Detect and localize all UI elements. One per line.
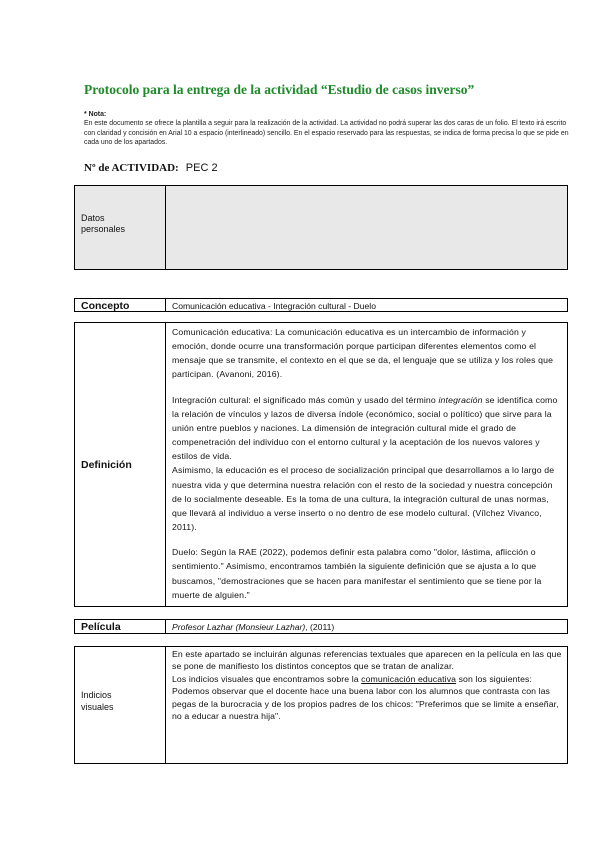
note-block bbox=[84, 110, 574, 147]
concept-label: Concepto bbox=[81, 300, 130, 312]
film-label: Película bbox=[81, 621, 121, 633]
definition-table bbox=[74, 322, 568, 607]
concept-value: Comunicación educativa - Integración cultural - Duelo bbox=[172, 301, 376, 311]
definition-text bbox=[172, 325, 564, 602]
visual-term: comunicación educativa bbox=[361, 673, 457, 684]
personal-data-label-line2: personales bbox=[81, 224, 126, 234]
visual-clues-observation: Podemos observar que el docente hace una buena labor con los alumnos que contrasta con las pegas de la burocracia y de los propios padres de los chicos: "Preferimos que se limite a enseñar, no a educar a nuestra hija". bbox=[172, 686, 559, 722]
page-title: Protocolo para la entrega de la actividad “Estudio de casos inverso” bbox=[84, 82, 475, 97]
visual-pre: Los indicios visuales que encontramos sobre la bbox=[172, 673, 362, 684]
definition-asimismo: Asimismo, la educación es el proceso de socialización principal que desarrollamos a lo largo de nuestra vida y que determina nuestra relación con el resto de la sociedad y nuestra concepción de lo socialmente deseable. Es la toma de una cultura, la integración cultural de unas normas, que llevará al individuo a verse inserto o no dentro de ese modelo cultural. (Vílchez Vivanco, 2011). bbox=[172, 465, 555, 533]
column-divider bbox=[165, 186, 166, 269]
visual-post: son los siguientes: bbox=[456, 673, 532, 684]
concept-row bbox=[74, 298, 568, 312]
integration-post: se identifica como la relación de vínculos y lazos de diversa índole (económico, social o político) que sirve para la unión entre pueblos y naciones. La dimensión de integración cultural mide el grado de compenetración del individuo con el entorno cultural y la aceptación de los nuevos valores y estilos de vida. bbox=[172, 394, 558, 462]
visual-clues-heading bbox=[172, 673, 564, 685]
column-divider bbox=[165, 299, 166, 311]
integration-pre: Integración cultural: el significado más común y usado del término bbox=[172, 394, 439, 405]
film-year: , (2011) bbox=[305, 622, 335, 632]
film-title: Profesor Lazhar (Monsieur Lazhar) bbox=[172, 622, 306, 632]
visual-clues-label-line2: visuales bbox=[81, 702, 114, 712]
personal-data-table bbox=[74, 185, 568, 270]
definition-duelo: Duelo: Según la RAE (2022), podemos definir esta palabra como "dolor, lástima, aflicción o sentimiento." Asimismo, encontramos también la siguiente definición que se ajusta a lo que buscamos, "demostraciones que se hacen para manifestar el sentimiento que se tiene por la muerte de alguien." bbox=[172, 547, 542, 600]
personal-data-label-line1: Datos bbox=[81, 213, 105, 223]
note-text: En este documento se ofrece la plantilla a seguir para la realización de la actividad. La actividad no podrá superar las dos caras de un folio. El texto irá escrito con claridad y concisión en Arial 10 a espacio (interlineado) sencillo. En el espacio reservado para las respuestas, se indica de forma precisa lo que se pide en cada uno de los apartados. bbox=[84, 120, 569, 146]
visual-clues-table bbox=[74, 646, 568, 764]
visual-clues-label bbox=[81, 689, 114, 713]
film-row bbox=[74, 619, 568, 634]
activity-label: Nº de ACTIVIDAD: bbox=[84, 162, 179, 174]
column-divider bbox=[165, 620, 166, 633]
visual-clues-text bbox=[172, 648, 564, 722]
definition-communication: Comunicación educativa: La comunicación educativa es un intercambio de información y emoción, donde ocurre una transformación porque participan diferentes elementos como el mensaje que se transmite, el contexto en el que se da, el lenguaje que se utiliza y los roles que participan. (Avanoni, 2016). bbox=[172, 327, 554, 380]
definition-label: Definición bbox=[81, 459, 132, 471]
activity-value: PEC 2 bbox=[185, 162, 218, 174]
column-divider bbox=[165, 323, 166, 606]
film-value bbox=[172, 621, 334, 633]
personal-data-label bbox=[81, 213, 125, 235]
column-divider bbox=[165, 647, 166, 763]
integration-term: integración bbox=[438, 394, 483, 405]
note-heading: * Nota: bbox=[84, 111, 107, 118]
activity-number bbox=[84, 162, 218, 174]
definition-integration bbox=[172, 393, 564, 464]
visual-clues-intro: En este apartado se incluirán algunas referencias textuales que aparecen en la película en las que se pone de manifiesto los distintos conceptos que se tratan de analizar. bbox=[172, 649, 562, 672]
visual-clues-label-line1: Indicios bbox=[81, 690, 112, 700]
